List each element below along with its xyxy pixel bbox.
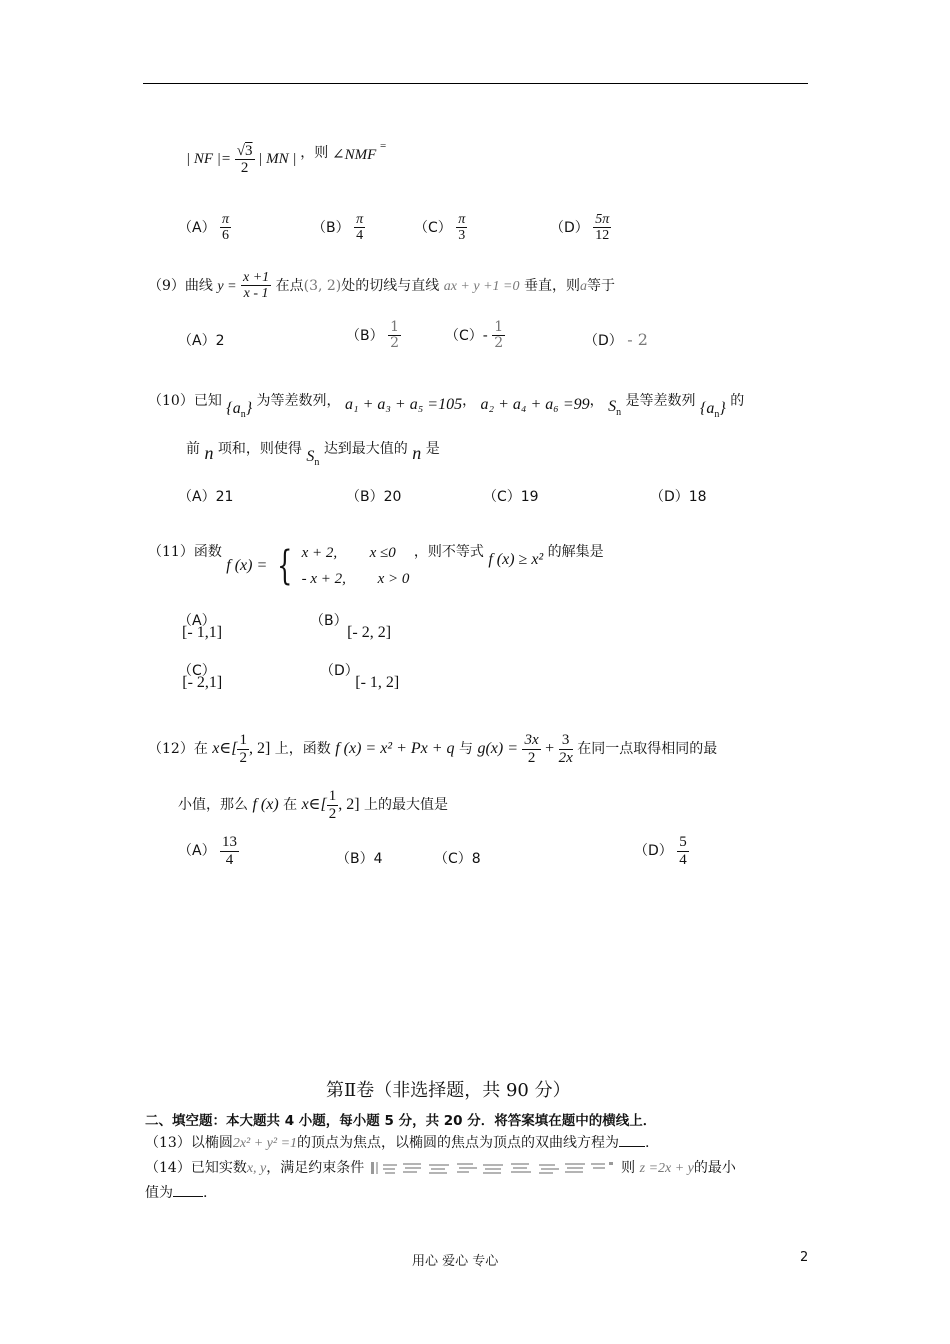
q8-mn: | MN | [258, 151, 297, 167]
num: 5 [679, 834, 687, 850]
q12-l2c: 上的最大值是 [364, 797, 449, 813]
sep: ， [462, 393, 477, 409]
q11-fx: f (x) = [226, 557, 268, 574]
q11-ineq: f (x) ≥ x² [488, 551, 544, 568]
option-label: （C）- [445, 327, 488, 344]
q9-option-d-value: - 2 [627, 330, 648, 349]
q14-line2 [145, 1182, 207, 1202]
q10-t2: 是等差数列 [625, 393, 696, 409]
S: S [306, 448, 315, 465]
q12-f: f (x) = x² + Px + q [335, 740, 455, 757]
q12-half [237, 732, 249, 766]
num: 1 [494, 319, 504, 335]
value: [- 2,1] [182, 674, 223, 691]
den: x - 1 [243, 286, 269, 302]
den: 2x [558, 749, 573, 766]
q9-option-a: （A）2 [178, 333, 225, 349]
den: 2 [527, 749, 536, 766]
q8-sqrt-value: 3 [245, 142, 253, 159]
q12-stem-line1 [148, 732, 717, 766]
q14-answer-blank[interactable] [173, 1196, 203, 1197]
q11-option-a [178, 610, 260, 641]
header-rule [143, 83, 808, 84]
q8-lhs: | NF |= [186, 151, 232, 167]
q10-l2c: 达到最大值的 [323, 441, 408, 457]
q14-vars: x, y [246, 1161, 267, 1176]
cond: x > 0 [377, 571, 410, 587]
q12-option-d-frac [677, 834, 689, 868]
q9-prefix: （9）曲线 [148, 277, 213, 294]
q14-end: . [203, 1185, 208, 1201]
q8-angle: ∠NMF [332, 147, 377, 163]
q8-option-a [178, 212, 231, 244]
q12-g2 [559, 732, 573, 766]
den: 3 [458, 228, 466, 244]
seq-sub: n [714, 409, 720, 421]
q14-mid: ，满足约束条件 [266, 1160, 365, 1176]
q8-option-c [414, 212, 467, 244]
q11-piecewise [272, 540, 410, 592]
q12-prefix: （12）在 [148, 741, 208, 757]
q8-option-c-frac [456, 212, 467, 244]
q10-seq2: $\{a_n\}$ [699, 400, 726, 421]
seq: a [232, 400, 241, 417]
q8-option-a-frac [220, 212, 231, 244]
q10-stem-line2 [186, 438, 440, 468]
den: 6 [222, 228, 230, 244]
q14 [145, 1157, 736, 1177]
q9-mid: 在点 [275, 277, 304, 294]
q11-prefix: （11）函数 [148, 544, 222, 560]
q10-seq: $\{a_n\}$ [226, 400, 253, 421]
q10-S [608, 398, 622, 419]
q12-half2 [327, 788, 339, 822]
q9-y: y = [217, 278, 237, 294]
q9-a: a [579, 278, 587, 294]
q8-condition [186, 140, 386, 177]
option-label: （B） [310, 613, 348, 629]
q8-den: 2 [240, 160, 249, 177]
q12-t2: 与 [459, 741, 474, 757]
q9-stem [148, 270, 615, 302]
cond: x ≤0 [369, 545, 396, 561]
num: 3x [524, 732, 539, 748]
num: x +1 [243, 270, 270, 285]
q12-stem-line2 [178, 788, 448, 822]
q12-option-d [634, 834, 689, 868]
num: π [222, 212, 230, 227]
q12-xin: x∈[ [212, 740, 238, 757]
num: 1 [390, 319, 399, 335]
q10-n2: n [412, 443, 422, 463]
part2-title: 第Ⅱ卷（非选择题，共 90 分） [326, 1080, 571, 1101]
q12-l2f: f (x) [252, 796, 279, 813]
q10-stem-line1 [148, 390, 744, 420]
q9-line: ax + y +1 =0 [443, 278, 520, 294]
q8-option-b-frac [354, 212, 365, 244]
value: [- 1,1] [182, 624, 223, 641]
num: π [458, 212, 466, 227]
q14-constraints-image [369, 1160, 617, 1176]
q9-option-b-frac [388, 320, 401, 352]
q11-stem [148, 540, 604, 592]
q11-option-d [320, 660, 407, 691]
q13 [145, 1132, 650, 1152]
q12-option-c: （C）8 [434, 851, 481, 867]
q13-eq: 2x² + y² =1 [232, 1136, 298, 1151]
q9-fraction [241, 270, 271, 302]
q11-brace: { [276, 543, 293, 589]
option-label: （B） [312, 219, 350, 236]
q12-t3: 在同一点取得相同的最 [577, 741, 718, 757]
option-label: （C） [178, 663, 216, 679]
q11-cases [302, 540, 410, 592]
den: 4 [356, 228, 364, 244]
option-label: （D） [634, 843, 673, 859]
option-label: （B） [346, 327, 384, 344]
q12-option-a [178, 834, 239, 868]
q10-l2d: 是 [425, 441, 440, 457]
num: 5π [595, 212, 610, 227]
q10-e2: a₂ + a₄ + a₆ =99 [480, 396, 590, 413]
q11-case1 [302, 540, 410, 566]
seq-sub: n [240, 409, 246, 421]
q8-option-b [312, 212, 365, 244]
q9-suffix: 垂直，则 [523, 277, 580, 294]
q14-prefix: （14）已知实数 [145, 1160, 247, 1176]
q8-eq: = [380, 140, 387, 152]
num: 1 [328, 788, 337, 804]
q10-option-c: （C）19 [483, 489, 539, 505]
option-label: （A） [178, 219, 216, 236]
q13-suffix: 的顶点为焦点，以椭圆的焦点为顶点的双曲线方程为 [297, 1135, 620, 1151]
sep: ， [589, 393, 604, 409]
q9-option-b [346, 320, 401, 352]
q11-suffix: 的解集是 [547, 544, 604, 560]
den: 2 [328, 805, 337, 822]
option-label: （C） [414, 219, 452, 236]
q10-S2 [306, 448, 320, 469]
q13-prefix: （13）以椭圆 [145, 1135, 233, 1151]
q12-tail: , 2] [248, 740, 271, 757]
num: 3 [559, 732, 573, 750]
value: [- 1, 2] [355, 674, 400, 691]
q12-g: g(x) = [477, 740, 519, 757]
option-label: （D） [550, 219, 589, 236]
q12-option-a-frac [220, 834, 239, 868]
den: 2 [494, 335, 504, 352]
den: 4 [679, 851, 687, 868]
page-number: 2 [800, 1250, 809, 1265]
q9-mid2: 处的切线与直线 [341, 277, 440, 294]
q10-e1: a₁ + a₃ + a₅ =105 [345, 396, 463, 413]
expr: - x + 2, [301, 571, 346, 587]
q10-t1: 为等差数列， [256, 393, 341, 409]
den: 2 [239, 749, 247, 766]
q11-mid: ，则不等式 [413, 544, 484, 560]
q12-g1 [522, 732, 540, 766]
q9-option-c [445, 320, 505, 352]
q11-option-c [178, 660, 260, 691]
q14-suffix: 的最小 [693, 1160, 736, 1176]
q13-end: . [645, 1135, 650, 1151]
q10-l2b: 项和，则使得 [217, 441, 302, 457]
q12-plus: + [545, 740, 555, 757]
q8-option-d-frac [593, 212, 611, 244]
q12-l2b: 在 [283, 797, 298, 813]
q9-point: (3, 2) [303, 277, 342, 294]
q14-z: z =2x + y [639, 1161, 694, 1176]
footer-text: 用心 爱心 专心 [412, 1254, 499, 1269]
num: 1 [239, 732, 247, 748]
q12-l2a: 小值，那么 [178, 797, 248, 813]
option-label: （D） [320, 663, 359, 679]
num: π [356, 212, 364, 227]
den: 4 [225, 851, 234, 868]
q12-t1: 上，函数 [274, 741, 331, 757]
q9-suffix2: 等于 [586, 277, 615, 294]
q10-option-b: （B）20 [346, 489, 402, 505]
q10-l2a: 前 [186, 441, 200, 457]
q14-then: 则 [621, 1160, 636, 1176]
q8-option-d [550, 212, 611, 244]
den: 12 [595, 228, 610, 244]
q8-then: ，则 [300, 146, 329, 161]
q11-case2 [302, 566, 410, 592]
q9-option-c-frac [492, 320, 505, 352]
option-label: （A） [178, 613, 216, 629]
section2-heading: 二、填空题：本大题共 4 小题，每小题 5 分，共 20 分．将答案填在题中的横线上． [145, 1113, 657, 1129]
expr: x + 2, [301, 545, 338, 561]
num: 13 [222, 834, 238, 850]
q11-option-b [310, 610, 396, 641]
q8-fraction: $\frac{√3}{2}$ [236, 142, 253, 177]
q10-option-d: （D）18 [650, 489, 707, 505]
value: [- 2, 2] [347, 624, 392, 641]
S-sub: n [314, 457, 320, 469]
q10-option-a: （A）21 [178, 489, 234, 505]
q14-line2-text: 值为 [145, 1185, 173, 1201]
q10-n: n [204, 443, 214, 463]
q12-tail2: , 2] [338, 796, 360, 813]
q13-answer-blank[interactable] [619, 1146, 645, 1147]
option-label: （D） [584, 333, 623, 349]
seq: a [706, 400, 715, 417]
S-sub: n [616, 407, 622, 419]
q9-option-d [584, 330, 648, 350]
q12-xin2: x∈[ [301, 796, 327, 813]
den: 2 [390, 335, 399, 352]
q14-constraints-glyph [369, 1160, 617, 1176]
q10-prefix: （10）已知 [148, 393, 222, 409]
q10-t3: 的 [730, 393, 745, 409]
S: S [608, 398, 617, 415]
q12-option-b: （B）4 [336, 851, 383, 867]
option-label: （A） [178, 843, 216, 859]
